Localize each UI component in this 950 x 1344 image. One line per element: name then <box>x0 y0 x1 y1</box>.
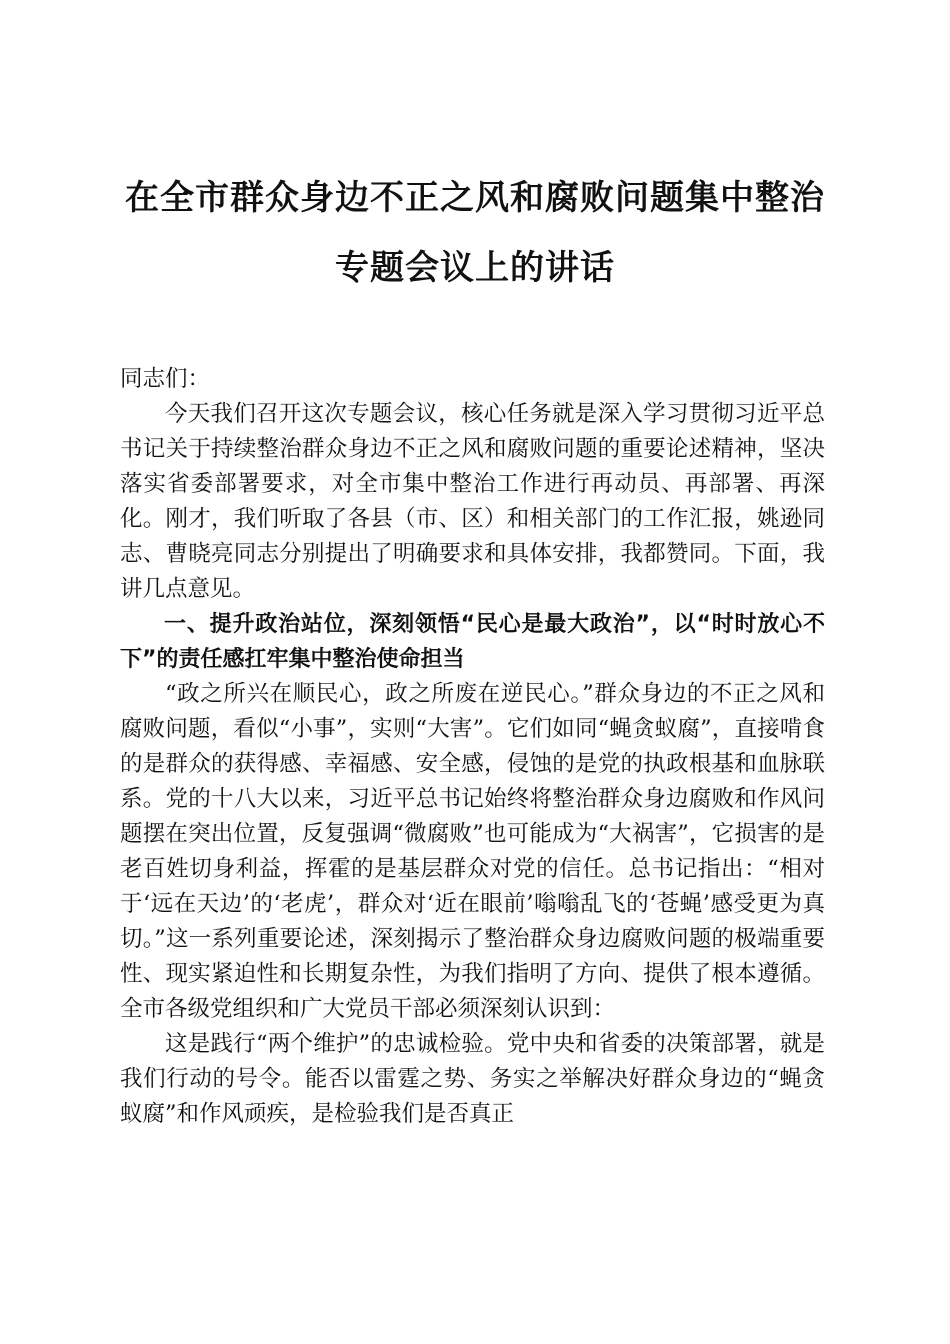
paragraph-loyalty-test: 这是践行“两个维护”的忠诚检验。党中央和省委的决策部署，就是我们行动的号令。能否以雷霆之势、务实之举解决好群众身边的“蝇贪蚁腐”和作风顽疾，是检验我们是否真正 <box>120 1031 825 1127</box>
document-body <box>120 362 825 1132</box>
document-title-line-1: 在全市群众身边不正之风和腐败问题集中整治 <box>125 178 825 218</box>
document-title-line-2: 专题会议上的讲话 <box>335 248 615 288</box>
section-heading-1: 一、提升政治站位，深刻领悟“民心是最大政治”，以“时时放心不下”的责任感扛牢集中整治使命担当 <box>120 612 825 672</box>
paragraph-opening: 今天我们召开这次专题会议，核心任务就是深入学习贯彻习近平总书记关于持续整治群众身边不正之风和腐败问题的重要论述精神，坚决落实省委部署要求，对全市集中整治工作进行再动员、再部署、再深化。刚才，我们听取了各县（市、区）和相关部门的工作汇报，姚逊同志、曹晓亮同志分别提出了明确要求和具体安排，我都赞同。下面，我讲几点意见。 <box>120 401 825 602</box>
paragraph-section-1: “政之所兴在顺民心，政之所废在逆民心。”群众身边的不正之风和腐败问题，看似“小事”，实则“大害”。它们如同“蝇贪蚁腐”，直接啃食的是群众的获得感、幸福感、安全感，侵蚀的是党的执政根基和血脉联系。党的十八大以来，习近平总书记始终将整治群众身边腐败和作风问题摆在突出位置，反复强调“微腐败”也可能成为“大祸害”，它损害的是老百姓切身利益，挥霍的是基层群众对党的信任。总书记指出：“相对于‘远在天边’的‘老虎’，群众对‘近在眼前’嗡嗡乱飞的‘苍蝇’感受更为真切。”这一系列重要论述，深刻揭示了整治群众身边腐败问题的极端重要性、现实紧迫性和长期复杂性，为我们指明了方向、提供了根本遵循。全市各级党组织和广大党员干部必须深刻认识到： <box>120 681 825 1022</box>
salutation: 同志们： <box>120 366 211 392</box>
